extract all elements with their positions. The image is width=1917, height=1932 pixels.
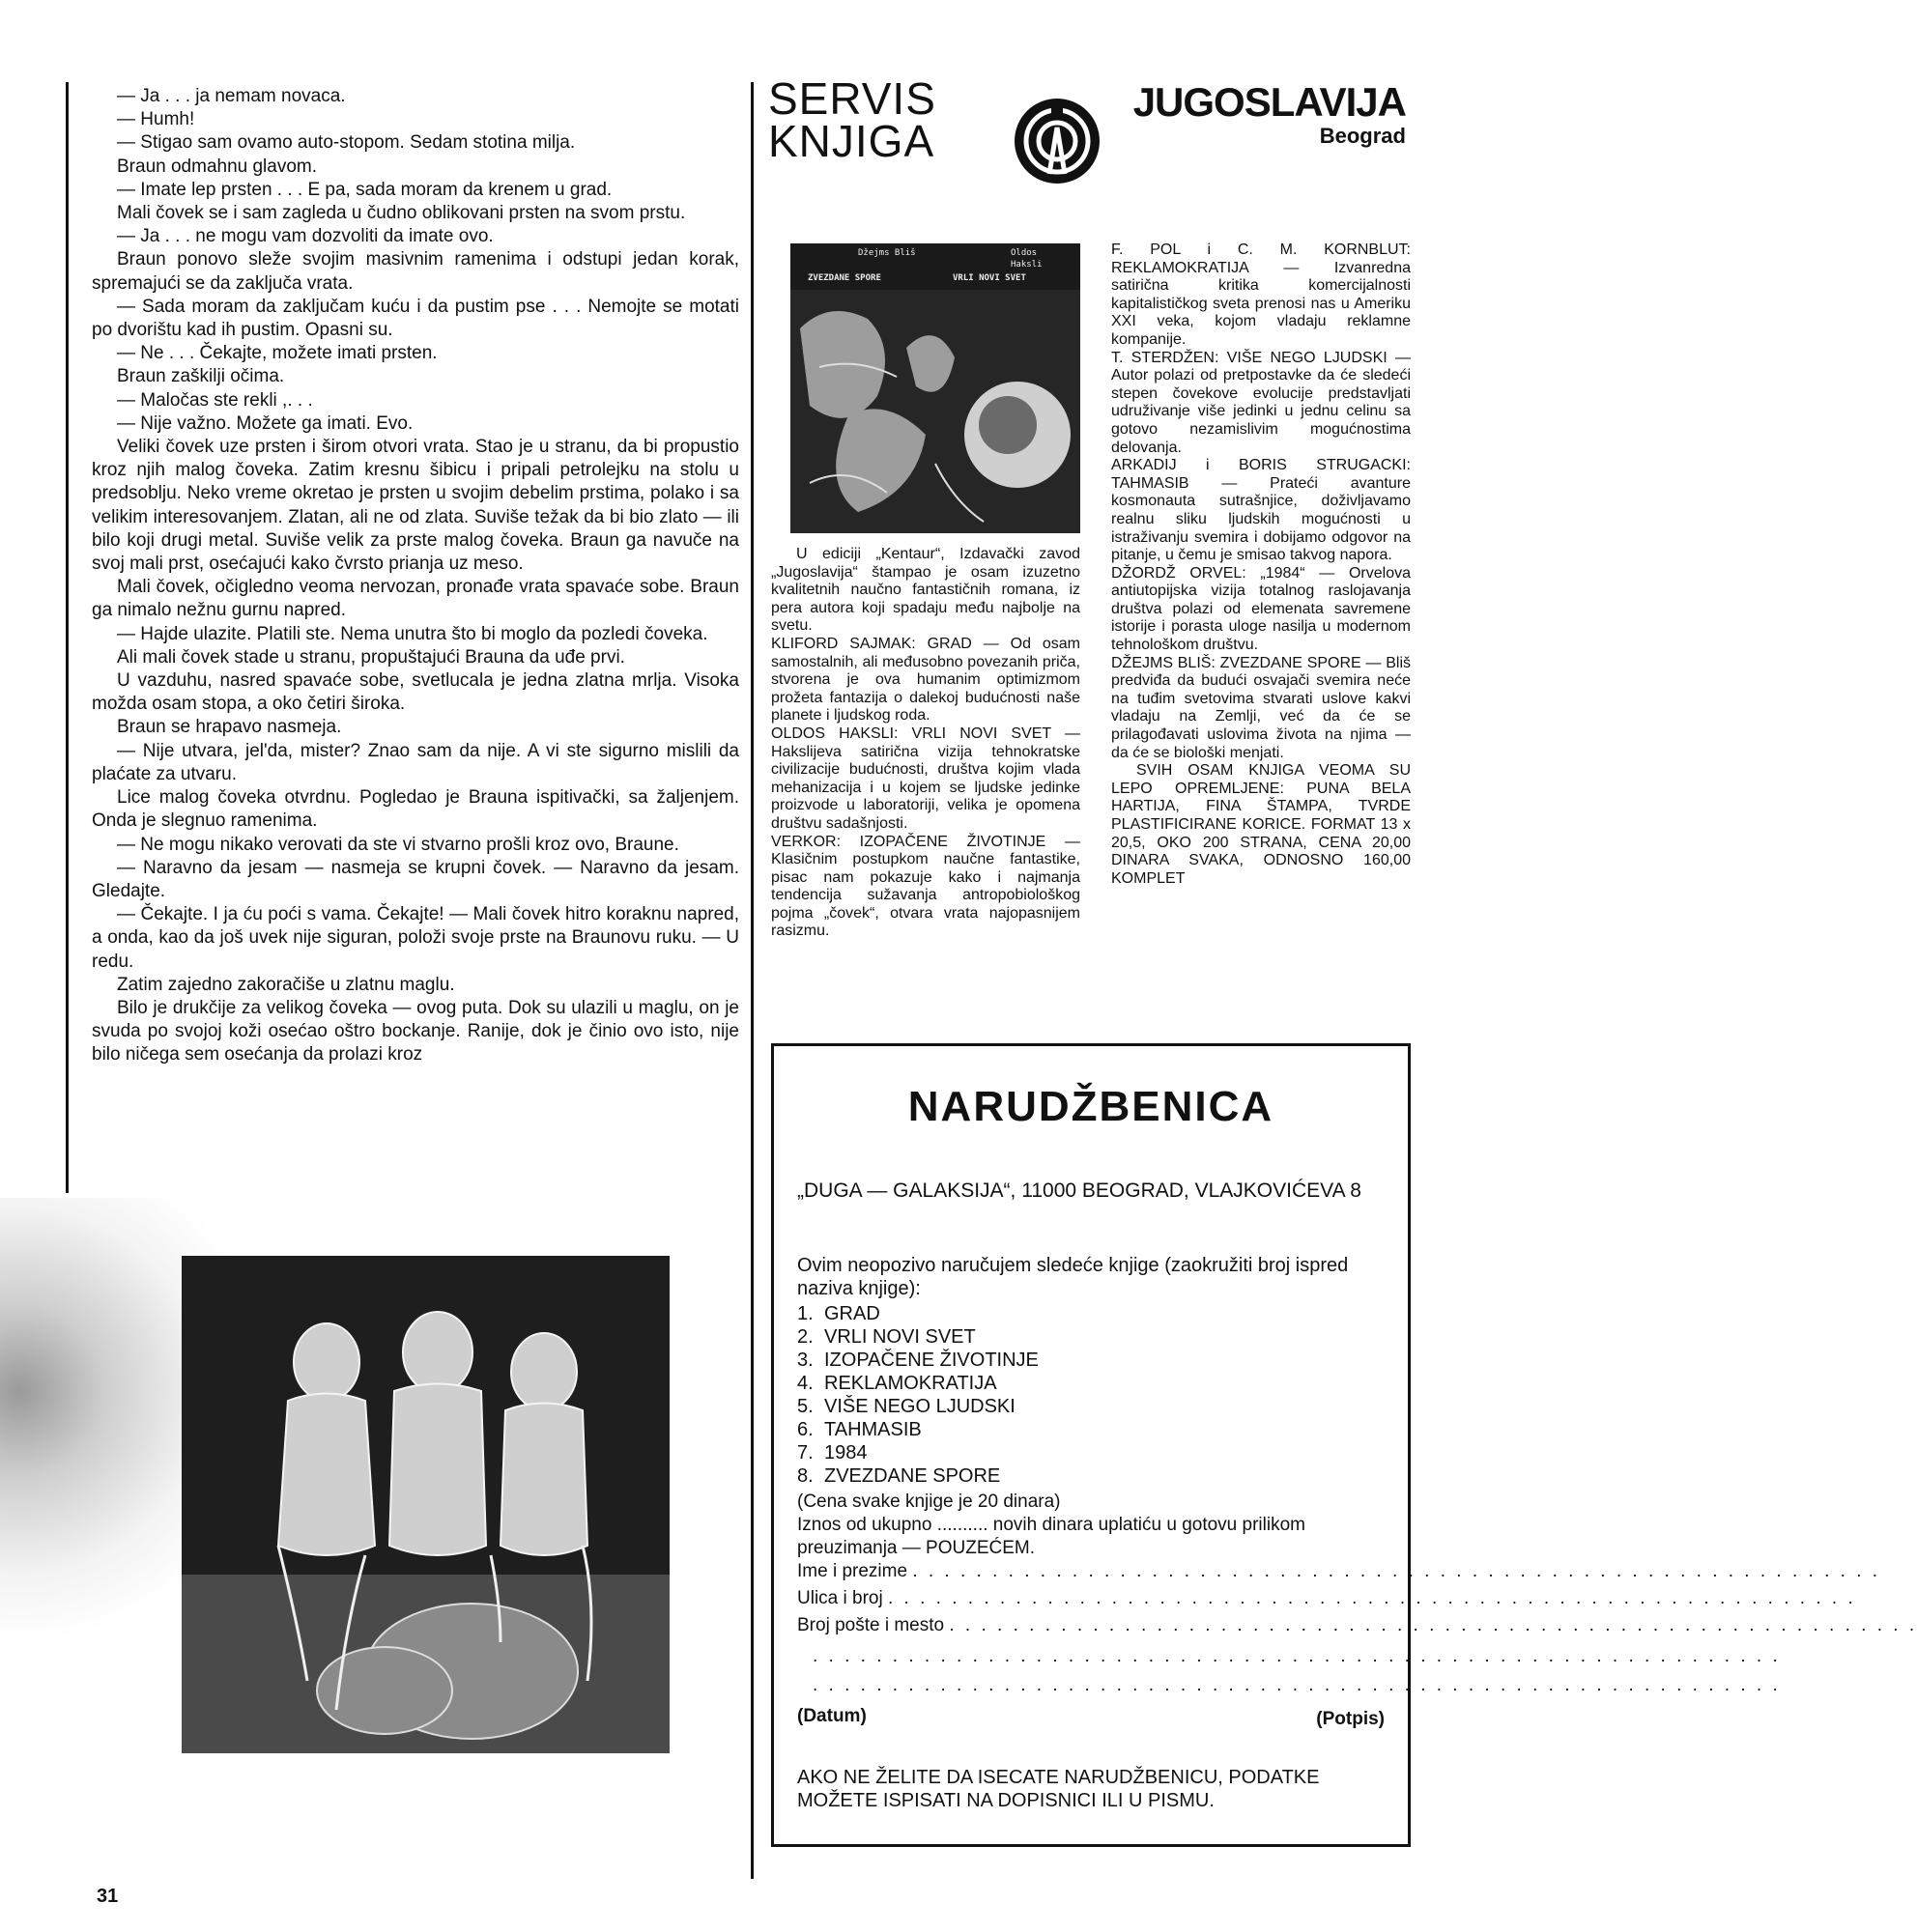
story-paragraph: — Nije utvara, jel'da, mister? Znao sam da nije. A vi ste sigurno mislili da plaćate za utvaru. [92, 740, 739, 784]
book-review [771, 834, 1080, 942]
book-review-title: T. STERDŽEN: VIŠE NEGO LJUDSKI [1111, 349, 1388, 366]
extra-dots-2: . . . . . . . . . . . . . . . . . . . . . . . . . . . . . . . . . . . . . . . . . . . . . . . . . . . . . . . . . . . . . [813, 1675, 1781, 1695]
book-review-title: F. POL i C. M. KORNBLUT: REKLAMOKRATIJA [1111, 242, 1411, 276]
story-paragraph: — Ja . . . ne mogu vam dozvoliti da imate ovo. [117, 226, 494, 247]
extra-field-2[interactable] [797, 1674, 1781, 1697]
order-book-item[interactable] [797, 1441, 1388, 1464]
order-book-title: TAHMASIB [824, 1419, 922, 1440]
order-book-item[interactable] [797, 1395, 1388, 1418]
post-dots: . . . . . . . . . . . . . . . . . . . . . . . . . . . . . . . . . . . . . . . . . . . . . . . . . . . . . . . . . . . . . [949, 1615, 1917, 1635]
order-book-number: 3. [797, 1350, 814, 1371]
order-instruction: Ovim neopozivo naručujem sledeće knjige (zaokružiti broj ispred naziva knjige): [797, 1255, 1349, 1299]
street-label: Ulica i broj [797, 1588, 883, 1608]
story-paragraph: Veliki čovek uze prsten i širom otvori vrata. Stao je u stranu, da bi propustio kroz njih malog čoveka. Zatim kresnu šibicu i pripali petrolejku na stolu u predsoblju. Neko vreme okretao je prsten u svojim debelim prstima, polako i sa velikim interesovanjem. Zlatan, ali ne od zlata. Suviše težak da bi bio zlato — ili bilo koji drugi metal. Suviše velik za prste malog čoveka. Braun ga navuče na svoj mali prst, osećajući kako čvrsto prianja uz meso. [92, 437, 739, 575]
cover-header [790, 243, 1080, 292]
story-text [92, 85, 739, 1067]
order-book-title: VRLI NOVI SVET [824, 1326, 976, 1348]
order-book-item[interactable] [797, 1464, 1388, 1488]
book-review-text: — Orvelova antiutopijska vizija totalnog raslojavanja društva polazi od elemenata savremene istorije i porasta uloge nasilja u modernom tehnološkom društvu. [1111, 564, 1411, 654]
story-paragraph: — Ja . . . ja nemam novaca. [117, 86, 346, 106]
publisher-header [1133, 81, 1406, 149]
order-footer: AKO NE ŽELITE DA ISECATE NARUDŽBENICU, PODATKE MOŽETE ISPISATI NA DOPISNICI ILI U PISMU. [797, 1767, 1320, 1811]
order-book-list [797, 1302, 1388, 1488]
order-book-number: 6. [797, 1419, 814, 1440]
name-label: Ime i prezime [797, 1561, 908, 1581]
order-book-item[interactable] [797, 1302, 1388, 1325]
order-book-number: 1. [797, 1303, 814, 1324]
story-paragraph: — Sada moram da zaključam kuću i da pustim pse . . . Nemojte se motati po dvorištu kad ih pustim. Opasni su. [92, 296, 739, 341]
story-paragraph: — Hajde ulazite. Platili ste. Nema unutra što bi moglo da pozledi čoveka. [117, 623, 708, 644]
book-review [1111, 457, 1411, 565]
story-paragraph: — Maločas ste rekli ,. . . [117, 389, 313, 411]
order-book-number: 7. [797, 1442, 814, 1463]
book-cover-image [790, 243, 1080, 533]
story-paragraph: — Stigao sam ovamo auto-stopom. Sedam stotina milja. [117, 132, 576, 154]
story-paragraph: Mali čovek se i sam zagleda u čudno oblikovani prsten na svom prstu. [117, 203, 686, 224]
left-column-rule [66, 82, 69, 1193]
book-review-text: — Hakslijeva satirična vizija tehnokratske civilizacije budućnosti, društva kojim vlada mehanizacija i u kojem se ljudske jedinke proizvode u laboratoriji, velika je opomena društvu sadašnjosti. [771, 724, 1080, 832]
order-form-title: NARUDŽBENICA [907, 1083, 1274, 1130]
book-review-text: — Bliš predviđa da budući osvajači svemira neće na tuđim svetovima stvarati uslove kakvi vladaju na Zemlji, već da će se prilagođavati uslovima života na njima — da će se biološki menjati. [1111, 654, 1412, 761]
cover-author-right: Oldos Haksli [1011, 248, 1043, 270]
publisher-city: Beograd [1319, 124, 1406, 148]
order-book-title: GRAD [824, 1303, 880, 1324]
story-paragraph: Zatim zajedno zakoračiše u zlatnu maglu. [117, 974, 455, 995]
street-field[interactable] [797, 1587, 1856, 1610]
page-number: 31 [97, 1886, 119, 1907]
publisher-name: JUGOSLAVIJA [1132, 79, 1406, 125]
story-paragraph: — Naravno da jesam — nasmeja se krupni čovek. — Naravno da jesam. Gledajte. [92, 857, 739, 901]
name-field[interactable] [797, 1560, 1881, 1583]
right-reviews-column [1111, 242, 1411, 888]
signature-label: (Potpis) [1316, 1709, 1385, 1729]
story-paragraph: U vazduhu, nasred spavaće sobe, svetlucala je jedna zlatna mrlja. Visoka možda osam stopa, a oko četiri široka. [92, 670, 739, 715]
order-form [771, 1043, 1917, 1847]
order-book-number: 5. [797, 1396, 814, 1417]
order-book-title: VIŠE NEGO LJUDSKI [824, 1396, 1016, 1417]
story-paragraph: Bilo je drukčije za velikog čoveka — ovog puta. Dok su ulazili u maglu, on je svuda po svojoj koži osećao oštro bockanje. Ranije, dok je činio ovo isto, nije bilo ničega sem osećanja da prolazi kroz [92, 997, 739, 1065]
section-title-line1: SERVIS [768, 73, 936, 124]
order-book-title: IZOPAČENE ŽIVOTINJE [824, 1350, 1039, 1371]
extra-field-1[interactable] [797, 1645, 1781, 1668]
book-review [771, 636, 1080, 725]
section-title-line2: KNJIGA [768, 116, 935, 166]
post-label: Broj pošte i mesto [797, 1615, 945, 1635]
order-book-item[interactable] [797, 1372, 1388, 1395]
book-review [1111, 655, 1411, 763]
story-paragraph: Ali mali čovek stade u stranu, propuštajući Brauna da uđe prvi. [117, 646, 625, 668]
left-reviews-column [771, 546, 1080, 941]
story-paragraph: Lice malog čoveka otvrdnu. Pogledao je Brauna ispitivački, sa žaljenjem. Onda je slegnuo ramenima. [92, 787, 739, 832]
book-review-title: DŽORDŽ ORVEL: „1984“ [1111, 564, 1305, 582]
order-book-title: REKLAMOKRATIJA [824, 1373, 997, 1394]
order-book-number: 4. [797, 1373, 814, 1394]
section-title [768, 73, 936, 166]
order-book-number: 8. [797, 1465, 814, 1487]
illustration-figures [182, 1256, 670, 1753]
book-review-text: — Klasičnim postupkom naučne fantastike, pisac nam pokazuje kako i najmanja tendencija sužavanja antropobiološkog pojma „čovek“, otvara vrata najopasnijem rasizmu. [771, 833, 1080, 940]
payment-text: Iznos od ukupno .......... novih dinara uplatiću u gotovu prilikom preuzimanja — POUZEĆEM. [797, 1515, 1305, 1558]
book-review-text: — Prateći avanture kosmonauta sutrašnjice, doživljavamo realnu sliku ljudskih mogućnosti u istraživanju svemira i dobijamo odgovor na pitanje, u čemu je smisao takvog napora. [1111, 474, 1411, 564]
order-address: „DUGA — GALAKSIJA“, 11000 BEOGRAD, VLAJKOVIĆEVA 8 [797, 1179, 1361, 1202]
order-book-item[interactable] [797, 1418, 1388, 1441]
column-divider-rule [751, 82, 754, 1879]
street-dots: . . . . . . . . . . . . . . . . . . . . . . . . . . . . . . . . . . . . . . . . . . . . . . . . . . . . . . . . . . . . . [887, 1588, 1856, 1608]
book-review-title: DŽEJMS BLIŠ: ZVEZDANE SPORE [1111, 654, 1361, 671]
closing-note: SVIH OSAM KNJIGA VEOMA SU LEPO OPREMLJENE: PUNA BELA HARTIJA, FINA ŠTAMPA, TVRDE PLASTIFICIRANE KORICE. FORMAT 13 x 20,5, OKO 200 STRANA, CENA 20,00 DINARA SVAKA, ODNOSNO 160,00 KOMPLET [1111, 762, 1411, 887]
book-review [1111, 565, 1411, 655]
story-paragraph: Mali čovek, očigledno veoma nervozan, pronađe vrata spavaće sobe. Braun ga nimalo nežnu gurnu napred. [92, 577, 739, 621]
name-dots: . . . . . . . . . . . . . . . . . . . . . . . . . . . . . . . . . . . . . . . . . . . . . . . . . . . . . . . . . . . . . [912, 1561, 1881, 1581]
date-label: (Datum) [797, 1706, 867, 1726]
edition-intro: U ediciji „Kentaur“, Izdavački zavod „Jugoslavija“ štampao je osam izuzetno kvalitetnih naučno fantastičnih romana, iz pera autora koji spadaju među najbolje na svetu. [771, 546, 1080, 635]
price-note: (Cena svake knjige je 20 dinara) [797, 1492, 1061, 1512]
order-book-item[interactable] [797, 1349, 1388, 1372]
book-review-text: — Autor polazi od pretpostavke da će sledeći stepen čovekove evolucije predstavljati udruživanje više jedinki u jednu celinu sa gotovo nezamislivim mogućnostima delovanja. [1111, 349, 1411, 456]
order-book-number: 2. [797, 1326, 814, 1348]
book-review-title: VERKOR: IZOPAČENE ŽIVOTINJE [771, 833, 1046, 850]
book-review [1111, 350, 1411, 458]
story-paragraph: Braun ponovo sleže svojim masivnim ramenima i odstupi jedan korak, spremajući se da zaključa vrata. [92, 249, 739, 294]
cover-title-left: ZVEZDANE SPORE [808, 273, 881, 283]
story-paragraph: Braun odmahnu glavom. [117, 156, 318, 177]
story-paragraph: — Čekajte. I ja ću poći s vama. Čekajte! — Mali čovek hitro koraknu napred, a onda, kao da još uvek nije siguran, položi svoje prste na Braunovu ruku. — U redu. [92, 904, 739, 972]
book-review-text: — Izvanredna satirična kritika komercijalnosti kapitalističkog sveta prenosi nas u Ameriku XXI veka, kojom vladaju reklamne kompanije. [1111, 259, 1411, 348]
book-review-title: ARKADIJ i BORIS STRUGACKI: TAHMASIB [1111, 457, 1411, 492]
order-book-title: 1984 [824, 1442, 868, 1463]
story-paragraph: Braun zaškilji očima. [117, 366, 285, 387]
book-review-title: OLDOS HAKSLI: VRLI NOVI SVET [771, 724, 1051, 742]
cover-author-left: Džejms Bliš [858, 248, 916, 258]
story-paragraph: Braun se hrapavo nasmeja. [117, 717, 342, 738]
story-paragraph: — Imate lep prsten . . . E pa, sada moram da krenem u grad. [117, 179, 613, 200]
story-paragraph: — Nije važno. Možete ga imati. Evo. [117, 412, 414, 434]
story-paragraph: — Ne mogu nikako verovati da ste vi stvarno prošli kroz ovo, Braune. [117, 834, 679, 855]
post-field[interactable] [797, 1614, 1917, 1637]
book-review-text: — Od osam samostalnih, ali međusobno povezanih priča, stvorena je ova humanim optimizmom prožeta fantazija o dalekoj budućnosti naše planete i ljudskog roda. [771, 635, 1080, 724]
story-paragraph: — Ne . . . Čekajte, možete imati prsten. [117, 343, 438, 364]
publisher-logo [1013, 97, 1102, 185]
cover-title-right: VRLI NOVI SVET [953, 273, 1026, 283]
book-review-title: KLIFORD SAJMAK: GRAD [771, 635, 972, 652]
book-review [1111, 242, 1411, 350]
book-review [771, 725, 1080, 834]
order-book-item[interactable] [797, 1325, 1388, 1349]
order-book-title: ZVEZDANE SPORE [824, 1465, 1001, 1487]
extra-dots-1: . . . . . . . . . . . . . . . . . . . . . . . . . . . . . . . . . . . . . . . . . . . . . . . . . . . . . . . . . . . . . [813, 1646, 1781, 1666]
cover-artwork [790, 290, 1080, 533]
story-paragraph: — Humh! [117, 109, 195, 130]
